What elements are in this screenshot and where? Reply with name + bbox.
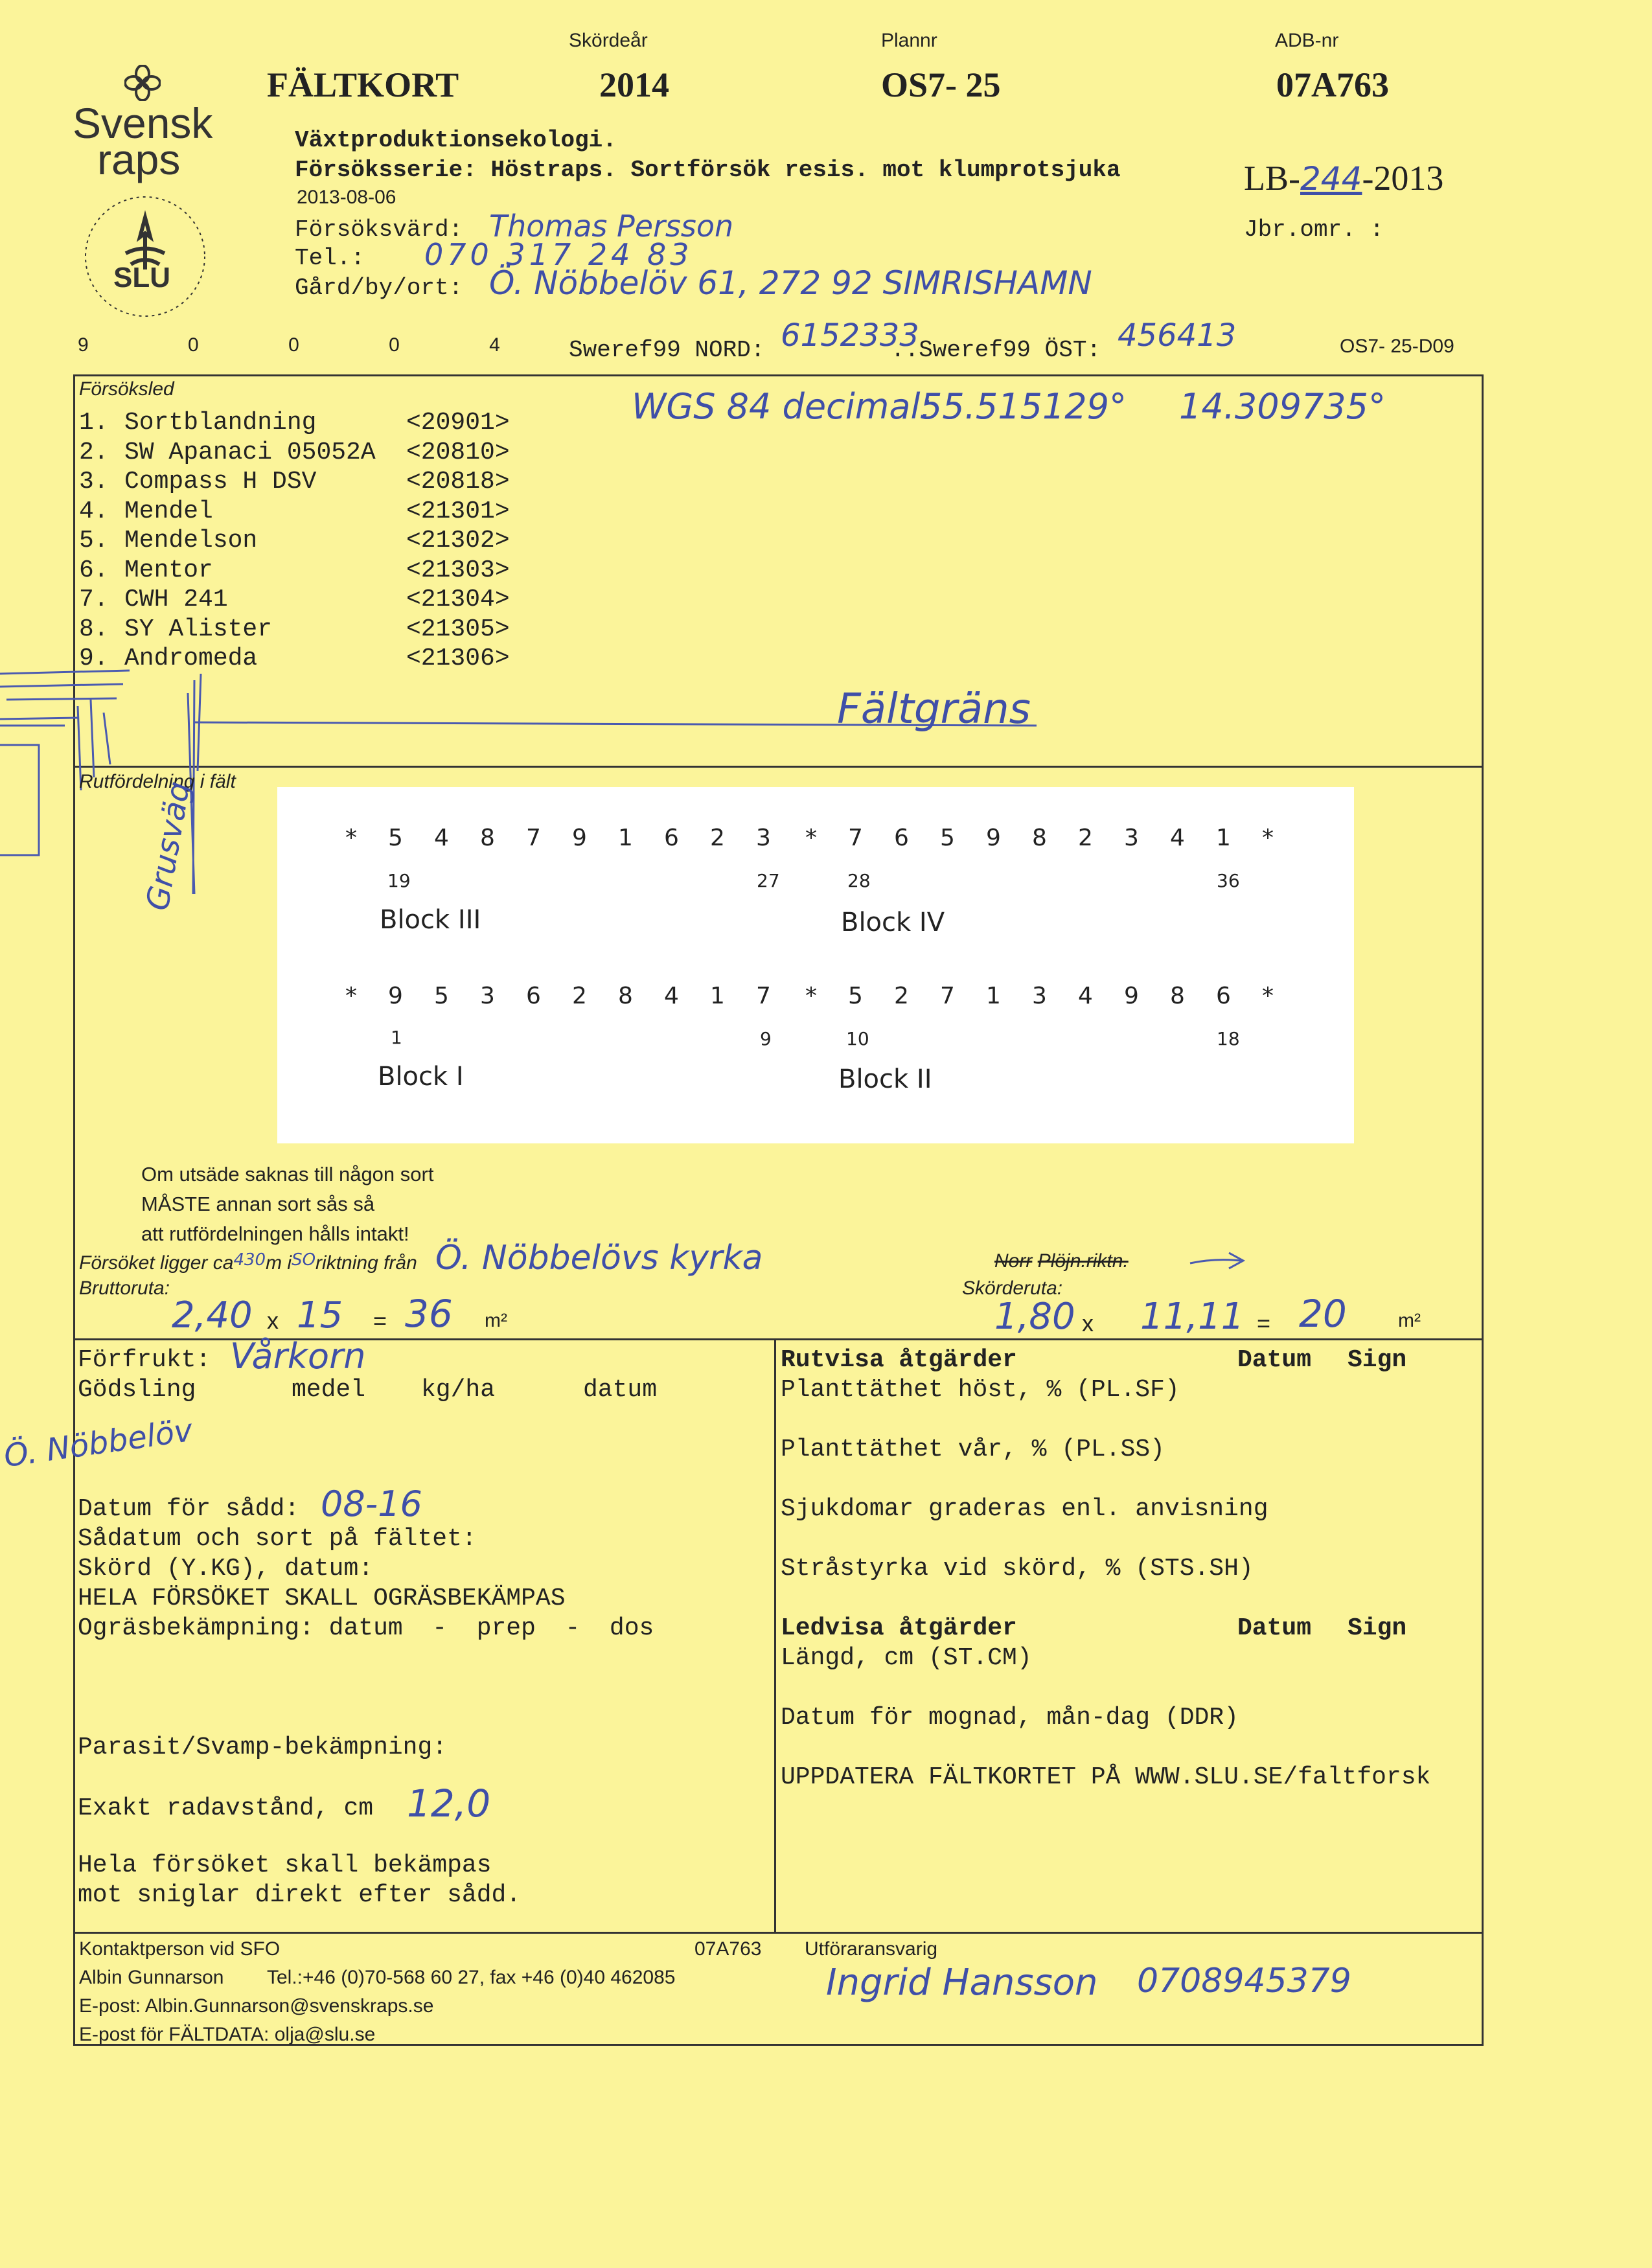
previous-crop-value: Vårkorn: [230, 1336, 366, 1377]
list-item: 5. Mendelson <21302>: [79, 527, 510, 555]
update-card-notice: UPPDATERA FÄLTKORTET PÅ WWW.SLU.SE/faltforsk: [781, 1763, 1431, 1791]
trial-series-line: Försöksserie: Höstraps. Sortförsök resis. mot klumprotsjuka: [295, 157, 1121, 183]
times-sign: x: [267, 1307, 279, 1334]
plant-density-spring: Planttäthet vår, % (PL.SS): [781, 1436, 1165, 1463]
host-label: Försöksvärd:: [295, 216, 463, 243]
plot-index: 36: [1217, 870, 1240, 891]
unit-m2: m²: [1398, 1310, 1421, 1331]
wgs84-label: WGS 84 decimal:: [632, 386, 932, 427]
contact-label: Kontaktperson vid SFO: [79, 1938, 281, 1960]
plot-index: 27: [757, 870, 780, 891]
sowing-date-label: Datum för sådd:: [78, 1495, 300, 1523]
plant-density-autumn: Planttäthet höst, % (PL.SF): [781, 1376, 1180, 1404]
date-column-heading: Datum: [1237, 1614, 1312, 1642]
gross-plot-width: 2,40: [172, 1294, 253, 1336]
seal-text: SLU: [113, 262, 170, 293]
block-label-i: Block I: [378, 1062, 464, 1092]
phone-label: Tel.:: [295, 245, 365, 271]
column-label-skordear: Skördeår: [569, 30, 648, 51]
lb-number-handwritten: 244: [1300, 160, 1362, 198]
straw-strength-line: Stråstyrka vid skörd, % (STS.SH): [781, 1555, 1254, 1583]
plot-actions-heading: Rutvisa åtgärder: [781, 1346, 1017, 1374]
slug-control-notice-1: Hela försöket skall bekämpas: [78, 1851, 492, 1879]
wgs84-longitude: 14.309735°: [1179, 386, 1386, 427]
plan-number: OS7- 25: [881, 65, 1001, 104]
forsoksled-heading: Försöksled: [79, 378, 174, 400]
divider-contact: [73, 1932, 1484, 1934]
list-item: 7. CWH 241 <21304>: [79, 586, 510, 613]
margin-note: Ö. Nöbbelöv: [1, 1412, 195, 1475]
sign-column-heading: Sign: [1348, 1614, 1407, 1642]
harvest-plot-width: 1,80: [994, 1296, 1075, 1338]
block1-row: * 9 5 3 6 2 8 4 1 7: [345, 983, 771, 1009]
sweref-nord-label: Sweref99 NORD:: [569, 337, 765, 363]
maturity-date-line: Datum för mognad, mån-dag (DDR): [781, 1704, 1239, 1732]
farm-address: Ö. Nöbbelöv 61, 272 92 SIMRISHAMN: [489, 264, 1092, 302]
gross-plot-length: 15: [297, 1294, 343, 1336]
contact-email: E-post: Albin.Gunnarson@svenskraps.se: [79, 1995, 434, 2017]
plot-index: 10: [846, 1028, 869, 1049]
column-label-plannr: Plannr: [881, 30, 937, 51]
harvest-plot-label: Skörderuta:: [962, 1277, 1063, 1299]
code-digits: 9 0 0 0 4: [78, 334, 500, 356]
fielddata-email: E-post för FÄLTDATA: olja@slu.se: [79, 2024, 376, 2045]
form-title: FÄLTKORT: [267, 65, 459, 104]
date-column-heading: Datum: [1237, 1346, 1312, 1374]
harvest-plot-length: 11,11: [1140, 1296, 1245, 1338]
block-label-iv: Block IV: [841, 908, 945, 937]
plot-index: 19: [387, 870, 411, 891]
harvest-label: Skörd (Y.KG), datum:: [78, 1555, 374, 1583]
gross-plot-area: 36: [405, 1292, 453, 1336]
host-phone: 070 317 24 83: [424, 237, 693, 272]
trial-location-reference: Ö. Nöbbelövs kyrka: [435, 1239, 763, 1277]
rutfordelning-heading: Rutfördelning i fält: [79, 771, 236, 792]
sign-column-heading: Sign: [1348, 1346, 1407, 1374]
sweref-nord-value: 6152333: [781, 317, 919, 354]
soil-area-label: Jbr.omr. :: [1244, 216, 1384, 243]
column-label-adbnr: ADB-nr: [1275, 30, 1339, 51]
block-label-iii: Block III: [380, 905, 481, 935]
block4-row: * 7 6 5 9 8 2 3 4 1 *: [805, 825, 1274, 851]
plot-layout-panel: [277, 787, 1354, 1143]
equals-sign: =: [1257, 1310, 1271, 1336]
adb-number: 07A763: [1276, 65, 1389, 104]
seed-missing-note: Om utsäde saknas till någon sort MÅSTE annan sort sås så att rutfördelningen hålls intakt!: [141, 1163, 434, 1245]
plot-index: 28: [847, 870, 871, 891]
list-item: 2. SW Apanaci 05052A <20810>: [79, 438, 510, 466]
block2-row: * 5 2 7 1 3 4 9 8 6 *: [805, 983, 1274, 1009]
list-item: 6. Mentor <21303>: [79, 556, 510, 584]
responsible-name: Ingrid Hansson: [826, 1962, 1098, 2004]
row-spacing-label: Exakt radavstånd, cm: [78, 1794, 374, 1822]
previous-crop-label: Förfrukt:: [78, 1346, 211, 1374]
host-name: Thomas Persson: [489, 209, 734, 244]
length-line: Längd, cm (ST.CM): [781, 1644, 1032, 1672]
block3-row: * 5 4 8 7 9 1 6 2 3: [345, 825, 771, 851]
trial-location-line: Försöket ligger ca430m iSOriktning från: [79, 1250, 417, 1274]
sowing-date-value: 08-16: [321, 1483, 422, 1524]
contact-name-phone: Albin Gunnarson Tel.:+46 (0)70-568 60 27, fax +46 (0)40 462085: [79, 1967, 676, 1988]
wgs84-latitude: 55.515129°: [920, 386, 1127, 427]
orientation-line: Norr Plöjn.riktn.: [994, 1250, 1129, 1272]
gross-plot-label: Bruttoruta:: [79, 1277, 170, 1299]
responsible-phone: 0708945379: [1137, 1962, 1351, 2000]
list-item: 4. Mendel <21301>: [79, 497, 510, 525]
fertilizing-row: Gödsling medel kg/ha datum: [78, 1376, 658, 1404]
unit-m2: m²: [485, 1310, 507, 1331]
plot-index: 18: [1217, 1028, 1240, 1049]
slug-control-notice-2: mot sniglar direkt efter sådd.: [78, 1881, 522, 1909]
gravel-road-label: Grusväg: [139, 779, 198, 913]
trial-code: OS7- 25-D09: [1340, 336, 1454, 357]
divider-actions-vertical: [774, 1338, 776, 1932]
farm-label: Gård/by/ort:: [295, 275, 463, 301]
contact-code: 07A763: [694, 1938, 762, 1960]
row-actions-heading: Ledvisa åtgärder: [781, 1614, 1017, 1642]
plot-index: 9: [760, 1028, 772, 1049]
field-border-label: Fältgräns: [837, 685, 1031, 733]
logo-text-svensk: Svensk: [73, 99, 213, 147]
weed-control-notice: HELA FÖRSÖKET SKALL OGRÄSBEKÄMPAS: [78, 1585, 566, 1612]
list-item: 1. Sortblandning <20901>: [79, 409, 510, 437]
weed-control-label: Ogräsbekämpning: datum - prep - dos: [78, 1614, 654, 1642]
harvest-plot-area: 20: [1299, 1292, 1347, 1336]
responsible-label: Utföraransvarig: [805, 1938, 938, 1960]
plot-index: 1: [391, 1027, 402, 1048]
equals-sign: =: [373, 1307, 387, 1334]
sweref-ost-value: 456413: [1118, 317, 1237, 354]
logo-text-raps: raps: [97, 135, 181, 183]
harvest-year: 2014: [599, 65, 669, 104]
svensk-raps-logo-icon: [124, 65, 161, 101]
block-label-ii: Block II: [838, 1064, 932, 1094]
slu-seal-icon: [80, 192, 210, 321]
row-spacing-value: 12,0: [407, 1781, 491, 1826]
list-item: 9. Andromeda <21306>: [79, 645, 510, 672]
list-item: 8. SY Alister <21305>: [79, 615, 510, 643]
pest-control-label: Parasit/Svamp-bekämpning:: [78, 1734, 448, 1761]
diseases-line: Sjukdomar graderas enl. anvisning: [781, 1495, 1268, 1523]
treatment-list: [79, 408, 510, 674]
times-sign: x: [1082, 1310, 1094, 1336]
arrow-right-icon: [1189, 1252, 1247, 1271]
lb-number: LB-244-2013: [1244, 159, 1444, 198]
form-date: 2013-08-06: [297, 187, 396, 208]
list-item: 3. Compass H DSV <20818>: [79, 468, 510, 496]
sowing-and-variety-label: Sådatum och sort på fältet:: [78, 1525, 477, 1553]
sweref-ost-label: ..Sweref99 ÖST:: [891, 337, 1101, 363]
department-line: Växtproduktionsekologi.: [295, 127, 617, 154]
